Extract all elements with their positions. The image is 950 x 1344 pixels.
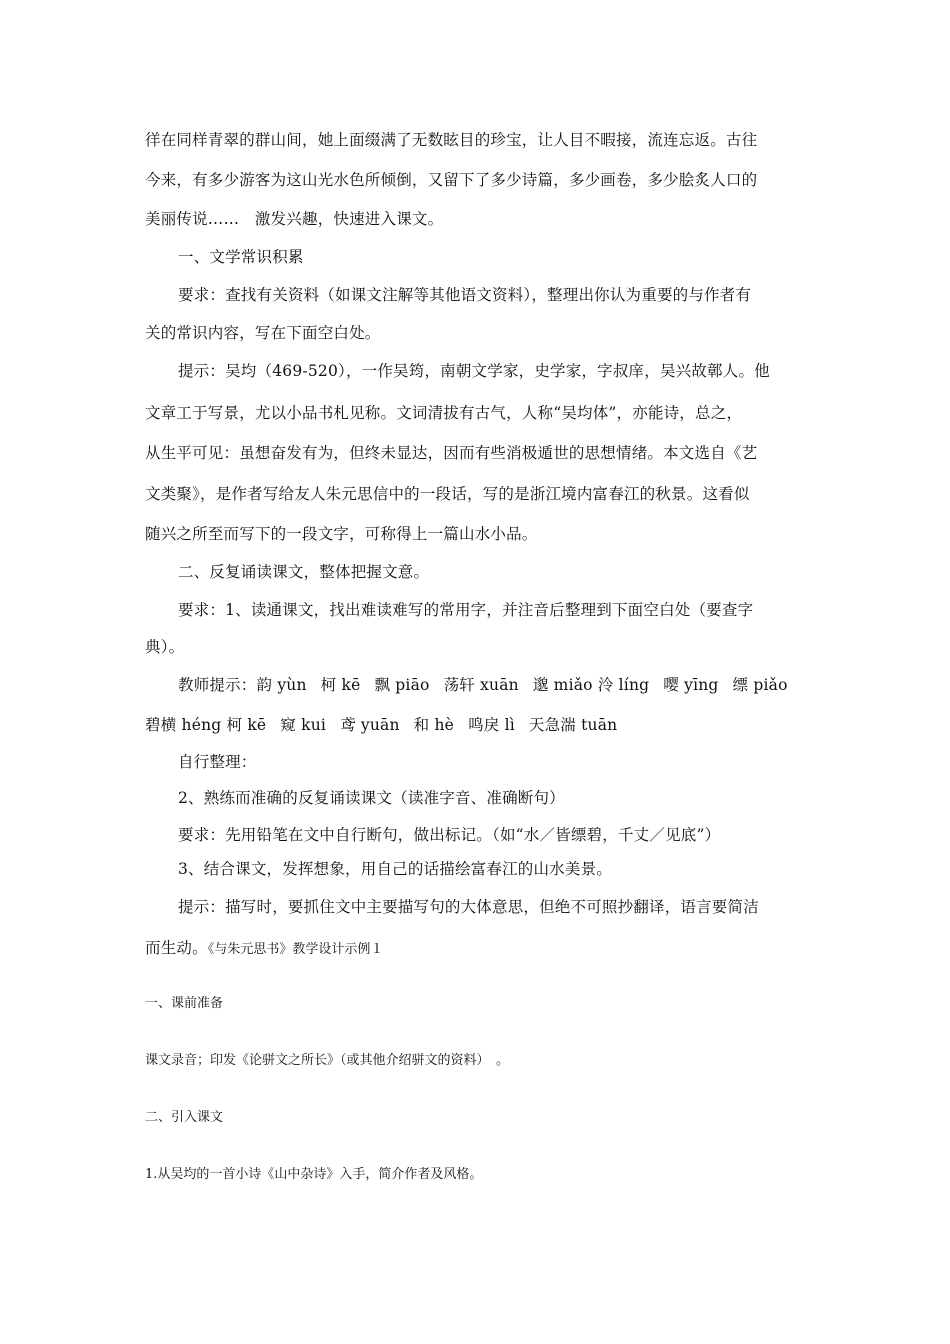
heading-literary-knowledge: 一、文学常识积累 bbox=[178, 248, 304, 266]
teacher-hint-label: 教师提示： bbox=[178, 676, 257, 694]
req-1-line-2: 关的常识内容，写在下面空白处。 bbox=[145, 324, 381, 342]
pinyin-item: 碧横 héng 柯 kē bbox=[145, 716, 267, 734]
intro-item-1: 1.从吴均的一首小诗《山中杂诗》入手，简介作者及风格。 bbox=[145, 1167, 483, 1182]
hint-3-line-2 bbox=[145, 938, 383, 960]
heading-intro: 二、引入课文 bbox=[145, 1110, 224, 1125]
intro-line-2: 今来，有多少游客为这山光水色所倾倒，又留下了多少诗篇，多少画卷，多少脍炙人口的 bbox=[145, 171, 758, 189]
hint-1-line-5: 随兴之所至而写下的一段文字，可称得上一篇山水小品。 bbox=[145, 525, 538, 543]
self-organize-label: 自行整理： bbox=[178, 753, 257, 771]
pinyin-item: 邈 miǎo 泠 líng bbox=[532, 676, 650, 694]
pinyin-item: 和 hè bbox=[413, 716, 455, 734]
pinyin-item: 天急湍 tuān bbox=[528, 716, 618, 734]
lesson-plan-title: 《与朱元思书》教学设计示例１ bbox=[207, 942, 384, 957]
teacher-hint-row bbox=[178, 675, 788, 695]
pinyin-item: 荡轩 xuān bbox=[443, 676, 519, 694]
hint-1-line-1: 提示：吴均（469-520），一作吴筠，南朝文学家，史学家，字叔庠，吴兴故鄣人。他 bbox=[178, 362, 770, 380]
pinyin-item: 飘 piāo bbox=[374, 676, 430, 694]
intro-line-3: 美丽传说…… 激发兴趣，快速进入课文。 bbox=[145, 210, 444, 228]
pinyin-item: 窥 kui bbox=[280, 716, 327, 734]
pinyin-item: 缥 piǎo bbox=[732, 676, 788, 694]
hint-1-line-2: 文章工于写景，尤以小品书札见称。文词清拔有古气，人称“吴均体”，亦能诗，总之， bbox=[145, 404, 743, 422]
pinyin-item: 韵 yùn bbox=[256, 676, 307, 694]
pinyin-item: 柯 kē bbox=[320, 676, 361, 694]
pinyin-item: 鸢 yuān bbox=[340, 716, 400, 734]
item-2-recite: 2、熟练而准确的反复诵读课文（读准字音、准确断句） bbox=[178, 789, 565, 807]
hint-1-line-3: 从生平可见：虽想奋发有为，但终未显达，因而有些消极遁世的思想情绪。本文选自《艺 bbox=[145, 444, 758, 462]
hint-1-line-4: 文类聚》，是作者写给友人朱元思信中的一段话，写的是浙江境内富春江的秋景。这看似 bbox=[145, 485, 750, 503]
intro-line-1: 徉在同样青翠的群山间，她上面缀满了无数眩目的珍宝，让人目不暇接，流连忘返。古往 bbox=[145, 131, 758, 149]
prep-text: 课文录音；印发《论骈文之所长》（或其他介绍骈文的资料） 。 bbox=[145, 1053, 510, 1068]
heading-reading: 二、反复诵读课文，整体把握文意。 bbox=[178, 563, 430, 581]
pinyin-row-2 bbox=[145, 715, 617, 735]
hint-3-line-2-text: 而生动。 bbox=[145, 939, 208, 957]
pinyin-item: 嘤 yīng bbox=[663, 676, 719, 694]
req-3-punctuate: 要求：先用铅笔在文中自行断句，做出标记。（如“水／皆缥碧，千丈／见底”） bbox=[178, 826, 721, 844]
pinyin-item: 鸣戾 lì bbox=[468, 716, 515, 734]
item-3-describe: 3、结合课文，发挥想象，用自己的话描绘富春江的山水美景。 bbox=[178, 860, 612, 878]
hint-3-line-1: 提示：描写时，要抓住文中主要描写句的大体意思，但绝不可照抄翻译，语言要简洁 bbox=[178, 898, 759, 916]
req-1-line-1: 要求：查找有关资料（如课文注解等其他语文资料），整理出你认为重要的与作者有 bbox=[178, 286, 752, 304]
req-2-line-1: 要求：1、读通课文，找出难读难写的常用字，并注音后整理到下面空白处（要查字 bbox=[178, 601, 754, 619]
req-2-line-2: 典）。 bbox=[145, 638, 185, 656]
heading-prep: 一、课前准备 bbox=[145, 996, 224, 1011]
